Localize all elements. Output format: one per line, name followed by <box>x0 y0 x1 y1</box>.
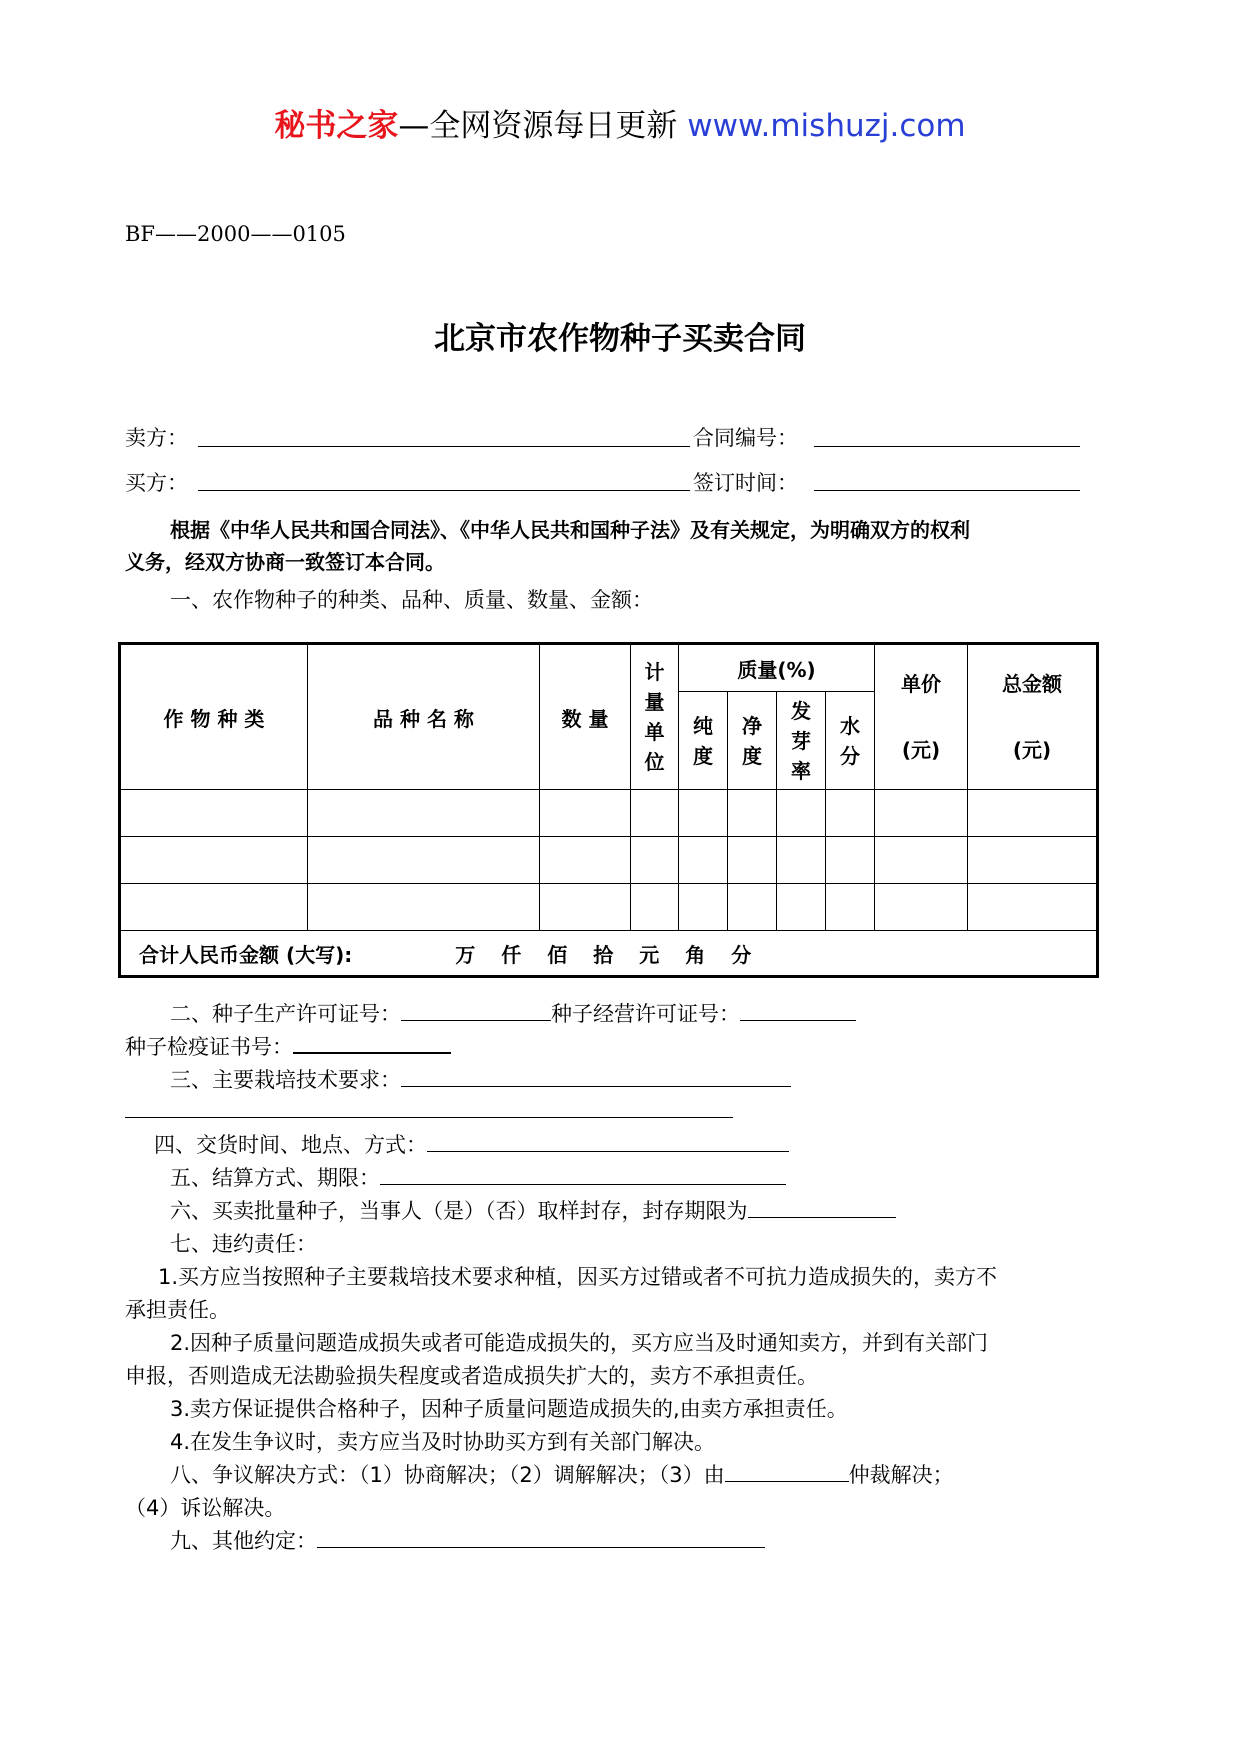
section-6-label: 六、买卖批量种子，当事人（是）（否）取样封存，封存期限为 <box>170 1199 748 1223</box>
header-unit <box>631 644 679 790</box>
header-url[interactable]: www.mishuzj.com <box>687 108 966 144</box>
section-7-3: 3.卖方保证提供合格种子，因种子质量问题造成损失的,由卖方承担责任。 <box>170 1397 848 1421</box>
section-7-2-line-1: 2.因种子质量问题造成损失或者可能造成损失的，买方应当及时通知卖方，并到有关部门 <box>170 1331 989 1355</box>
cell[interactable] <box>777 884 826 931</box>
cell[interactable] <box>968 837 1098 884</box>
section-9 <box>170 1525 765 1555</box>
buyer-field[interactable] <box>198 490 690 491</box>
section-5 <box>170 1162 786 1192</box>
total-units <box>455 943 777 967</box>
document-title: 北京市农作物种子买卖合同 <box>434 321 806 357</box>
site-header <box>0 100 1240 145</box>
cell[interactable] <box>540 837 631 884</box>
buyer-label: 买方： <box>125 471 188 495</box>
cell[interactable] <box>679 790 728 837</box>
intro-line-1: 根据《中华人民共和国合同法》、《中华人民共和国种子法》及有关规定，为明确双方的权利 <box>170 518 970 542</box>
cell[interactable] <box>308 837 540 884</box>
header-moisture-text: 水 分 <box>840 713 860 768</box>
table-row <box>120 790 1098 837</box>
cell[interactable] <box>631 884 679 931</box>
cell[interactable] <box>679 837 728 884</box>
cell[interactable] <box>631 790 679 837</box>
header-cleanness-text: 净 度 <box>742 713 762 768</box>
arbitration-field[interactable] <box>725 1465 849 1482</box>
section-8-line-2: （4）诉讼解决。 <box>125 1496 286 1520</box>
cell[interactable] <box>679 884 728 931</box>
cell[interactable] <box>968 884 1098 931</box>
cell[interactable] <box>540 790 631 837</box>
header-purity <box>679 692 728 790</box>
seed-table <box>118 642 1099 978</box>
production-license-field[interactable] <box>401 1004 551 1021</box>
delivery-field[interactable] <box>427 1135 789 1152</box>
intro-line-2: 义务，经双方协商一致签订本合同。 <box>125 550 445 574</box>
section-3 <box>170 1064 791 1094</box>
section-8-label: 八、争议解决方式：（1）协商解决；（2）调解解决；（3）由 <box>170 1463 725 1487</box>
section-7-heading: 七、违约责任： <box>170 1232 317 1256</box>
cell[interactable] <box>308 790 540 837</box>
contract-no-field[interactable] <box>814 446 1080 447</box>
section-9-label: 九、其他约定： <box>170 1529 317 1553</box>
header-variety: 品 种 名 称 <box>308 644 540 790</box>
section-7-1-line-2: 承担责任。 <box>125 1298 230 1322</box>
brand-name: 秘书之家 <box>274 108 399 144</box>
section-2-quarantine <box>125 1031 451 1061</box>
cell[interactable] <box>728 884 777 931</box>
cell[interactable] <box>875 837 968 884</box>
cell[interactable] <box>875 884 968 931</box>
cell[interactable] <box>540 884 631 931</box>
header-cleanness <box>728 692 777 790</box>
header-unit-price-label: 单价 <box>901 672 942 696</box>
cell[interactable] <box>120 884 308 931</box>
section-7-2-line-2: 申报，否则造成无法勘验损失程度或者造成损失扩大的，卖方不承担责任。 <box>125 1364 818 1388</box>
cell[interactable] <box>631 837 679 884</box>
total-unit-2: 佰 <box>547 942 568 967</box>
header-quality: 质量(%) <box>679 644 875 692</box>
header-total-unit: (元) <box>1012 738 1052 762</box>
table-row <box>120 837 1098 884</box>
header-purity-text: 纯 度 <box>693 713 713 768</box>
sign-time-label: 签订时间： <box>693 471 798 495</box>
table-row <box>120 884 1098 931</box>
total-label: 合计人民币金额 (大写): <box>139 942 353 967</box>
total-unit-6: 分 <box>731 942 752 967</box>
business-license-field[interactable] <box>740 1004 856 1021</box>
total-row <box>120 931 1098 977</box>
header-total-label: 总金额 <box>1002 672 1063 696</box>
section-3-label: 三、主要栽培技术要求： <box>170 1068 401 1092</box>
header-moisture <box>826 692 875 790</box>
total-unit-0: 万 <box>455 942 476 967</box>
header-tagline: —全网资源每日更新 <box>398 108 688 144</box>
cell[interactable] <box>777 790 826 837</box>
section-2-production-label: 二、种子生产许可证号： <box>170 1002 401 1026</box>
cultivation-field[interactable] <box>401 1070 791 1087</box>
section-8-suffix: 仲裁解决； <box>848 1463 954 1487</box>
seller-label: 卖方： <box>125 426 188 450</box>
header-quantity: 数 量 <box>540 644 631 790</box>
document-code: BF——2000——0105 <box>125 222 346 246</box>
cell[interactable] <box>826 790 875 837</box>
section-2-production-license <box>170 998 856 1028</box>
cell[interactable] <box>728 837 777 884</box>
section-5-label: 五、结算方式、期限： <box>170 1166 380 1190</box>
cell[interactable] <box>777 837 826 884</box>
header-total <box>968 644 1098 790</box>
cell[interactable] <box>826 884 875 931</box>
total-cell <box>120 931 1098 977</box>
section-2-business-label: 种子经营许可证号： <box>551 1002 740 1026</box>
cell[interactable] <box>875 790 968 837</box>
quarantine-field[interactable] <box>293 1036 451 1054</box>
sign-time-field[interactable] <box>814 490 1080 491</box>
total-unit-1: 仟 <box>501 942 522 967</box>
cell[interactable] <box>120 837 308 884</box>
cultivation-field-continued[interactable] <box>125 1117 733 1118</box>
section-4-label: 四、交货时间、地点、方式： <box>154 1133 427 1157</box>
header-germination <box>777 692 826 790</box>
section-8 <box>170 1459 954 1489</box>
header-crop-type: 作 物 种 类 <box>120 644 308 790</box>
total-unit-3: 拾 <box>593 942 614 967</box>
other-agreement-field[interactable] <box>317 1531 765 1548</box>
header-unit-text: 计 量 单 位 <box>644 660 665 774</box>
seal-period-field[interactable] <box>748 1201 896 1218</box>
section-7-1-line-1: 1.买方应当按照种子主要栽培技术要求种植，因买方过错或者不可抗力造成损失的，卖方不 <box>158 1265 998 1289</box>
section-4 <box>154 1129 789 1159</box>
section-6 <box>170 1195 896 1225</box>
total-unit-5: 角 <box>685 942 706 967</box>
cell[interactable] <box>826 837 875 884</box>
cell[interactable] <box>120 790 308 837</box>
total-unit-4: 元 <box>639 942 660 967</box>
settlement-field[interactable] <box>380 1168 786 1185</box>
seller-field[interactable] <box>198 446 690 447</box>
cell[interactable] <box>968 790 1098 837</box>
quarantine-label: 种子检疫证书号： <box>125 1035 293 1059</box>
section-7-4: 4.在发生争议时，卖方应当及时协助买方到有关部门解决。 <box>170 1430 716 1454</box>
contract-no-label: 合同编号： <box>693 426 798 450</box>
cell[interactable] <box>308 884 540 931</box>
header-unit-price-unit: (元) <box>901 738 941 762</box>
cell[interactable] <box>728 790 777 837</box>
header-unit-price <box>875 644 968 790</box>
section-1-heading: 一、农作物种子的种类、品种、质量、数量、金额： <box>170 588 653 612</box>
header-germination-text: 发 芽 率 <box>791 698 811 783</box>
